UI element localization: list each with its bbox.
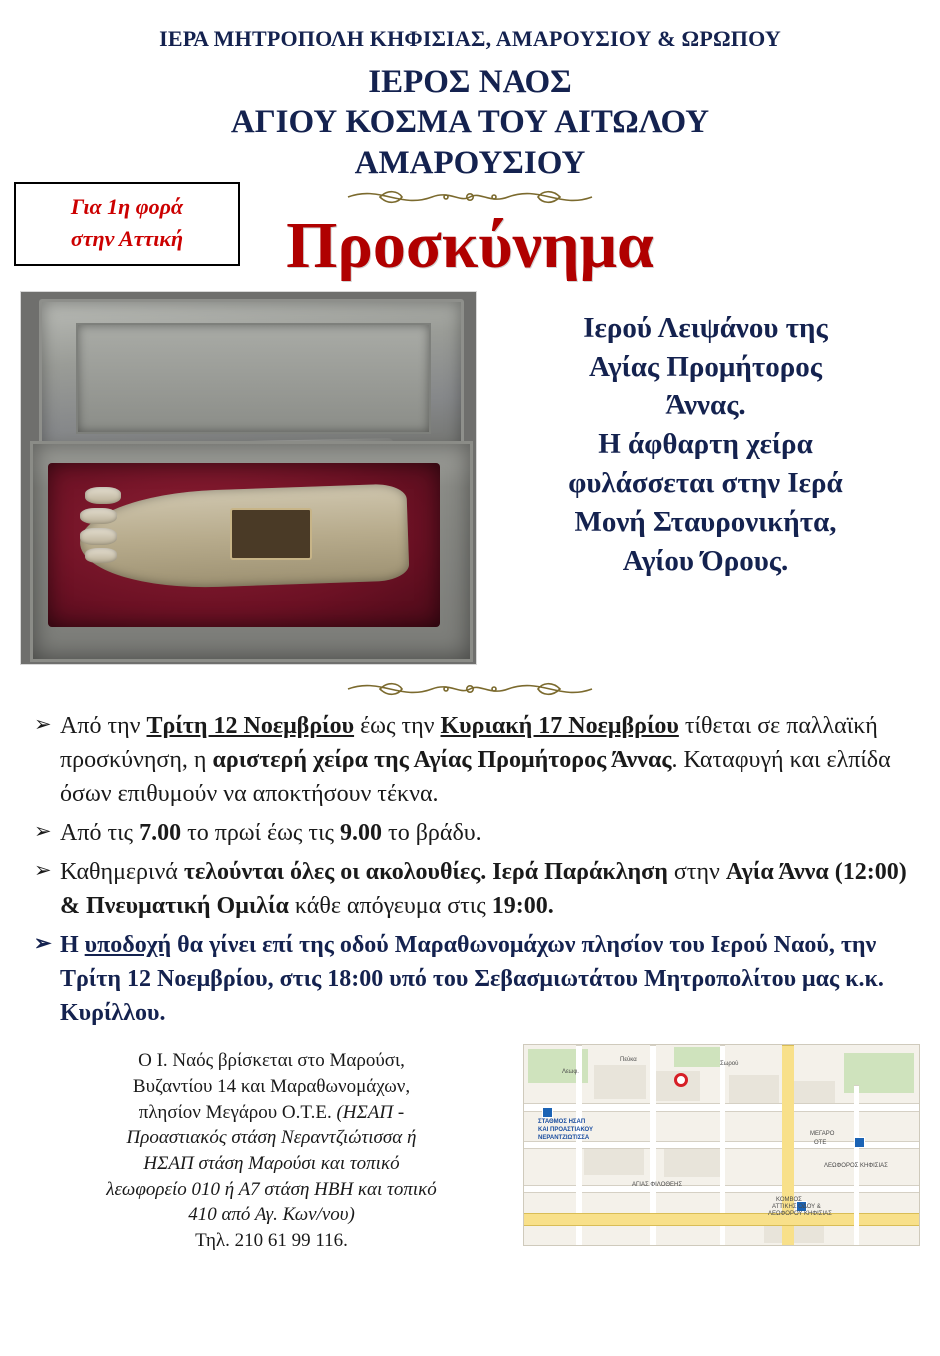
page-title: Προσκύνημα: [286, 208, 654, 282]
location-map: [523, 1044, 920, 1246]
temple-title-line3: ΑΜΑΡΟΥΣΙΟΥ: [354, 144, 586, 181]
relic-viewing-window: [230, 508, 311, 560]
detail-item-4: [34, 928, 912, 1030]
temple-title: [0, 62, 940, 183]
detail-item-text: Η υποδοχή θα γίνει επί της οδού Μαραθωνομάχων πλησίον του Ιερού Ναού, την Τρίτη 12 Νοεμβρίου, στις 18:00 υπό του Σεβασμιωτάτου Μητροπολίτου μας κ.κ. Κυρίλλου.: [60, 932, 884, 1027]
map-station-marker-1[interactable]: [542, 1107, 553, 1118]
map-label-8: ΚΟΜΒΟΣ: [776, 1197, 802, 1204]
relic-description-line-2: Αγίας Προμήτορος: [589, 350, 822, 383]
temple-title-line2: ΑΓΙΟΥ ΚΟΣΜΑ ΤΟΥ ΑΙΤΩΛΟΥ: [230, 104, 710, 141]
relic-description-line-7: Αγίου Όρους.: [622, 544, 789, 577]
map-block-6: [664, 1149, 724, 1177]
relic-finger-1: [85, 487, 121, 504]
relic-description-line-1: Ιερού Λειψάνου της: [583, 311, 828, 344]
map-label-5: ΟΤΕ: [814, 1140, 827, 1147]
bullet-arrow-icon: ➢: [34, 818, 52, 843]
map-label-4: ΜΕΓΑΡΟ: [810, 1131, 835, 1138]
detail-item-text: Καθημερινά τελούνται όλες οι ακολουθίες. Ιερά Παράκληση στην Αγία Άννα (12:00) & Πνευματική Ομιλία κάθε απόγευμα στις 19:00.: [60, 859, 907, 920]
relic-description-line-5: φυλάσσεται στην Ιερά: [568, 467, 843, 500]
poster-page: [0, 26, 940, 1356]
address-line-8: Τηλ. 210 61 99 116.: [195, 1229, 348, 1251]
relic-finger-3: [80, 528, 116, 545]
ornament-divider-bottom: [0, 675, 940, 701]
address-line-3: πλησίον Μεγάρου Ο.Τ.Ε. (ΗΣΑΠ -: [138, 1101, 405, 1123]
first-time-badge-line2: στην Αττική: [70, 225, 184, 251]
relic-section: [0, 291, 940, 665]
detail-item-text: Από τις 7.00 το πρωί έως τις 9.00 το βράδυ.: [60, 819, 482, 846]
detail-item-1: [34, 709, 912, 811]
relic-finger-4: [85, 548, 117, 563]
map-label-2: ΚΑΙ ΠΡΟΑΣΤΙΑΚΟΥ: [538, 1127, 593, 1134]
detail-item-2: [34, 816, 912, 850]
map-label-12: Λεωφ.: [562, 1069, 579, 1076]
metropolis-title: ΙΕΡΑ ΜΗΤΡΟΠΟΛΗ ΚΗΦΙΣΙΑΣ, ΑΜΑΡΟΥΣΙΟΥ & ΩΡΩΠΟΥ: [159, 26, 781, 51]
relic-description-line-4: Η άφθαρτη χείρα: [598, 428, 813, 461]
map-station-marker-3[interactable]: [854, 1137, 865, 1148]
map-block-5: [584, 1145, 644, 1175]
map-label-7: ΑΓΙΑΣ ΦΙΛΟΘΕΗΣ: [632, 1182, 683, 1189]
relic-finger-2: [80, 508, 116, 525]
temple-title-line1: ΙΕΡΟΣ ΝΑΟΣ: [368, 64, 572, 100]
relic-photo: [20, 291, 477, 665]
address-line-1: Ο Ι. Ναός βρίσκεται στο Μαρούσι,: [138, 1050, 405, 1072]
address-line-5: ΗΣΑΠ στάση Μαρούσι και τοπικό: [143, 1153, 400, 1175]
detail-item-3: [34, 855, 912, 923]
details-list: [0, 709, 940, 1031]
address-line-4: Προαστιακός στάση Νεραντζιώτισσα ή: [126, 1127, 417, 1149]
map-block-1: [594, 1065, 646, 1099]
reliquary-lid: [39, 299, 464, 454]
map-label-9: ΑΤΤΙΚΗΣ ΟΔΟΥ &: [772, 1204, 821, 1211]
address-line-7: 410 από Αγ. Κων/νου): [188, 1204, 355, 1226]
relic-description-line-3: Άννας.: [665, 389, 746, 422]
footer-section: [0, 1044, 940, 1253]
map-label-10: ΛΕΩΦΟΡΟΥ ΚΗΦΙΣΙΑΣ: [768, 1211, 832, 1218]
map-label-13: Σωρού: [720, 1061, 739, 1068]
map-label-6: ΛΕΩΦΟΡΟΣ ΚΗΦΙΣΙΑΣ: [824, 1163, 888, 1170]
first-time-badge: [14, 182, 240, 266]
bullet-arrow-icon: ➢: [34, 711, 52, 736]
address-block: [20, 1044, 523, 1253]
reliquary-lid-engraving-panel: [76, 323, 432, 434]
map-label-3: ΝΕΡΑΝΤΖΙΩΤΙΣΣΑ: [538, 1135, 590, 1142]
map-label-11: Πεύκα: [620, 1057, 637, 1064]
bullet-arrow-icon: ➢: [34, 931, 52, 956]
map-green-area-3: [674, 1047, 722, 1067]
first-time-badge-line1: Για 1η φορά: [70, 194, 184, 219]
address-line-6: λεωφορείο 010 ή Α7 στάση ΗΒΗ και τοπικό: [106, 1178, 437, 1200]
relic-description: [477, 291, 924, 581]
bullet-arrow-icon: ➢: [34, 858, 52, 883]
relic-description-line-6: Μονή Σταυρονικήτα,: [574, 506, 837, 539]
address-line-2: Βυζαντίου 14 και Μαραθωνομάχων,: [132, 1076, 411, 1098]
detail-item-text: Από την Τρίτη 12 Νοεμβρίου έως την Κυριακή 17 Νοεμβρίου τίθεται σε παλλαϊκή προσκύνηση, η αριστερή χείρα της Αγίας Προμήτορος Άννας. Καταφυγή και ελπίδα όσων επιθυμούν να αποκτήσουν τέκνα.: [60, 712, 891, 807]
map-label-1: ΣΤΑΘΜΟΣ ΗΣΑΠ: [538, 1119, 586, 1126]
map-road-attiki-odos: [524, 1213, 919, 1226]
